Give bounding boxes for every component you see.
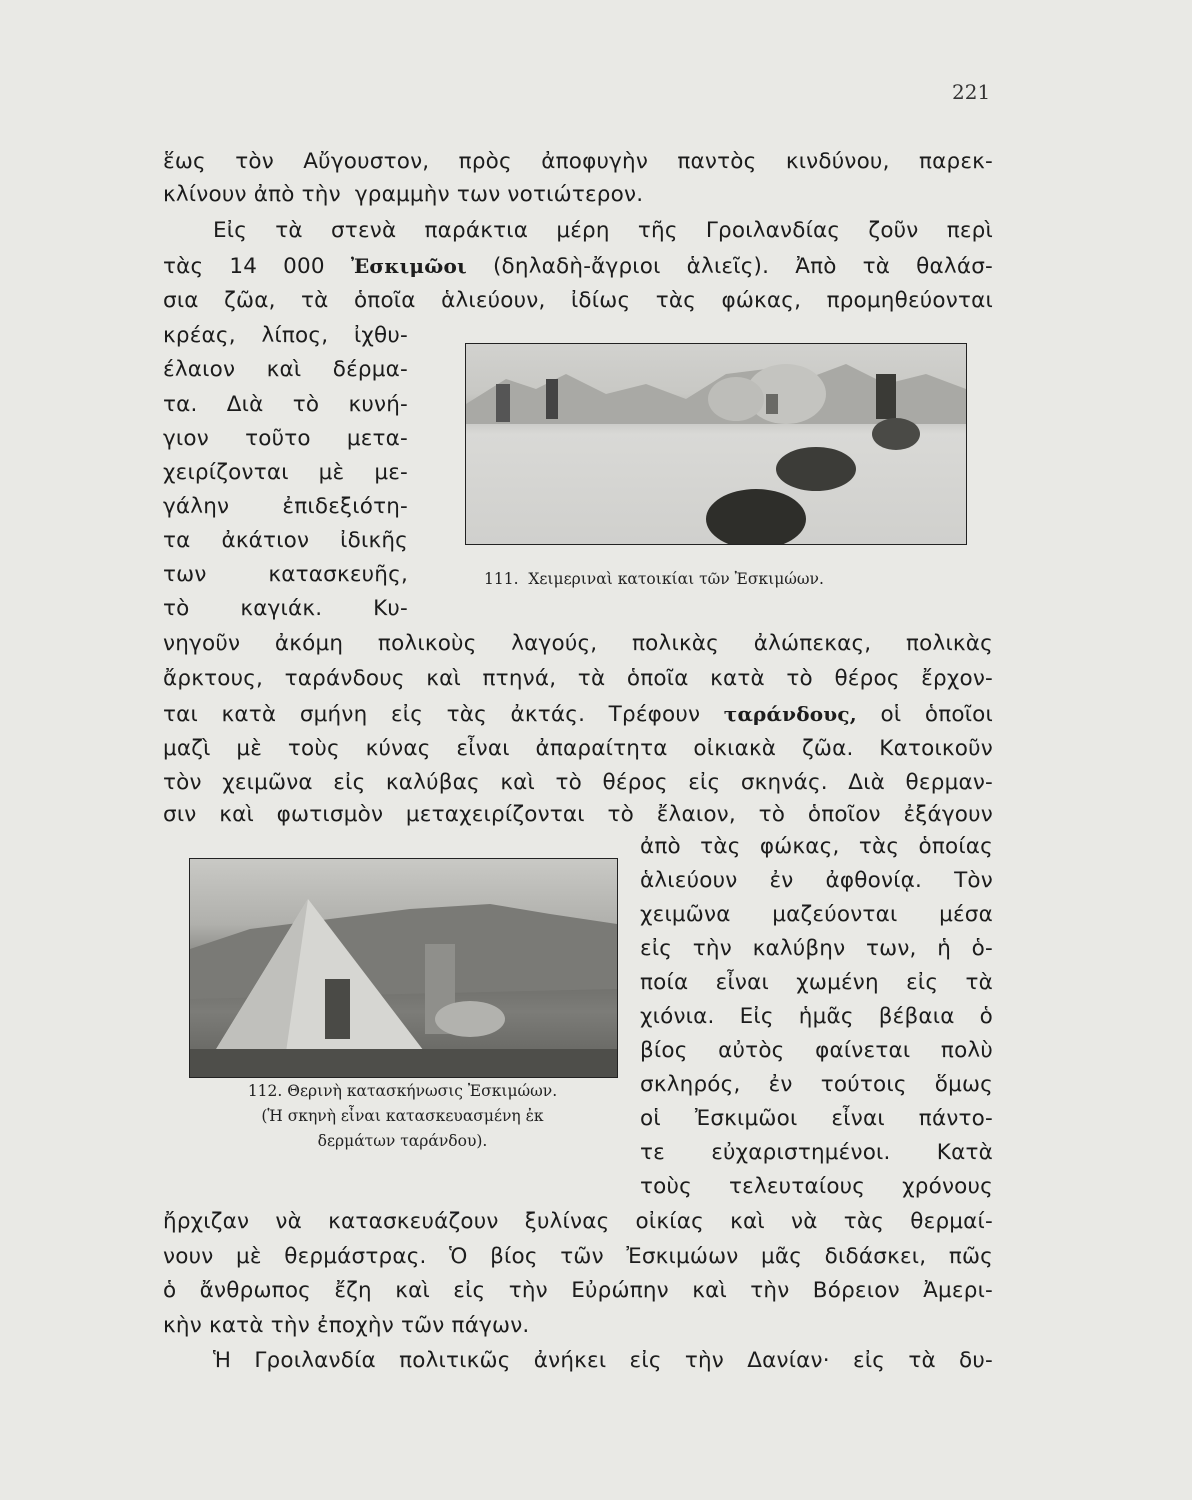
text-line: κὴν κατὰ τὴν ἐποχὴν τῶν πάγων. [163,1313,530,1338]
text-line: τε εὐχαριστημένοι. Κατὰ [640,1140,993,1165]
page-number: 221 [952,80,991,104]
caption-111: 111. Χειμεριναὶ κατοικίαι τῶν Ἐσκιμώων. [484,570,824,588]
text-line: γιον τοῦτο μετα- [163,426,408,451]
text-line: ἕως τὸν Αὔγουστον, πρὸς ἀποφυγὴν παντὸς κινδύνου, παρεκ- [163,149,993,174]
bold-term-eskimo: Ἐσκιμῶοι [350,254,467,278]
text-line: τὸ καγιάκ. Κυ- [163,596,408,621]
text-line: Εἰς τὰ στενὰ παράκτια μέρη τῆς Γροιλανδίας ζοῦν περὶ [213,218,993,243]
text-line: ὁ ἄνθρωπος ἔζη καὶ εἰς τὴν Εὐρώπην καὶ τὴν Βόρειον Ἀμερι- [163,1278,993,1303]
summer-camp-illustration [190,859,617,1077]
text-line: βίος αὐτὸς φαίνεται πολὺ [640,1038,993,1063]
text-line: σια ζῶα, τὰ ὁποῖα ἁλιεύουν, ἰδίως τὰς φώκας, προμηθεύονται [163,288,993,313]
text-line: τα. Διὰ τὸ κυνή- [163,392,408,417]
text-line: κλίνουν ἀπὸ τὴν γραμμὴν των νοτιώτερον. [163,182,644,207]
text-line: χειμῶνα μαζεύονται μέσα [640,902,993,927]
caption-112-line2: (Ἡ σκηνὴ εἶναι κατασκευασμένη ἐκ [261,1107,544,1125]
photo-summer-camp [189,858,618,1078]
text-line: ἀπὸ τὰς φώκας, τὰς ὁποίας [640,834,993,859]
text-line: σκληρός, ἐν τούτοις ὅμως [640,1072,993,1097]
text-line: τὰς 14 000 Ἐσκιμῶοι (δηλαδὴ-ἄγριοι ἁλιεῖς). Ἀπὸ τὰ θαλάσ- [163,254,993,279]
text-line: σιν καὶ φωτισμὸν μεταχειρίζονται τὸ ἔλαιον, τὸ ὁποῖον ἐξάγουν [163,802,993,827]
bold-term-taranda: ταράνδους, [723,702,857,726]
text-line: τα ἀκάτιον ἰδικῆς [163,528,408,553]
text-line: ἤρχιζαν νὰ κατασκευάζουν ξυλίνας οἰκίας καὶ νὰ τὰς θερμαί- [163,1209,993,1234]
text-line: Ἡ Γροιλανδία πολιτικῶς ἀνήκει εἰς τὴν Δανίαν· εἰς τὰ δυ- [213,1348,993,1373]
text-line: χιόνια. Εἰς ἡμᾶς βέβαια ὁ [640,1004,993,1029]
text-line: εἰς τὴν καλύβην των, ἡ ὁ- [640,936,993,961]
text-line: τοὺς τελευταίους χρόνους [640,1174,993,1199]
text-line: ται κατὰ σμήνη εἰς τὰς ἀκτάς. Τρέφουν ταράνδους, οἱ ὁποῖοι [163,702,993,727]
text-line: γάλην ἐπιδεξιότη- [163,494,408,519]
text-line: ἄρκτους, ταράνδους καὶ πτηνά, τὰ ὁποῖα κατὰ τὸ θέρος ἔρχον- [163,666,993,691]
text-line: νουν μὲ θερμάστρας. Ὁ βίος τῶν Ἐσκιμώων μᾶς διδάσκει, πῶς [163,1244,993,1269]
text-line: ἁλιεύουν ἐν ἀφθονίᾳ. Τὸν [640,868,993,893]
text-line: μαζὶ μὲ τοὺς κύνας εἶναι ἀπαραίτητα οἰκιακὰ ζῶα. Κατοικοῦν [163,736,993,761]
text-line: χειρίζονται μὲ με- [163,460,408,485]
text-line: κρέας, λίπος, ἰχθυ- [163,323,408,348]
caption-112-line3: δερμάτων ταράνδου). [317,1132,488,1150]
photo-winter-dwellings [465,343,967,545]
text-line: ποία εἶναι χωμένη εἰς τὰ [640,970,993,995]
text-line: των κατασκευῆς, [163,562,408,587]
text-line: τὸν χειμῶνα εἰς καλύβας καὶ τὸ θέρος εἰς σκηνάς. Διὰ θερμαν- [163,770,993,795]
caption-112-line1: 112. Θερινὴ κατασκήνωσις Ἐσκιμώων. [247,1082,558,1100]
winter-dwellings-illustration [466,344,966,544]
text-line: νηγοῦν ἀκόμη πολικοὺς λαγούς, πολικὰς ἀλώπεκας, πολικὰς [163,631,993,656]
text-line: έλαιον καὶ δέρμα- [163,357,408,382]
text-line: οἱ Ἐσκιμῶοι εἶναι πάντο- [640,1106,993,1131]
